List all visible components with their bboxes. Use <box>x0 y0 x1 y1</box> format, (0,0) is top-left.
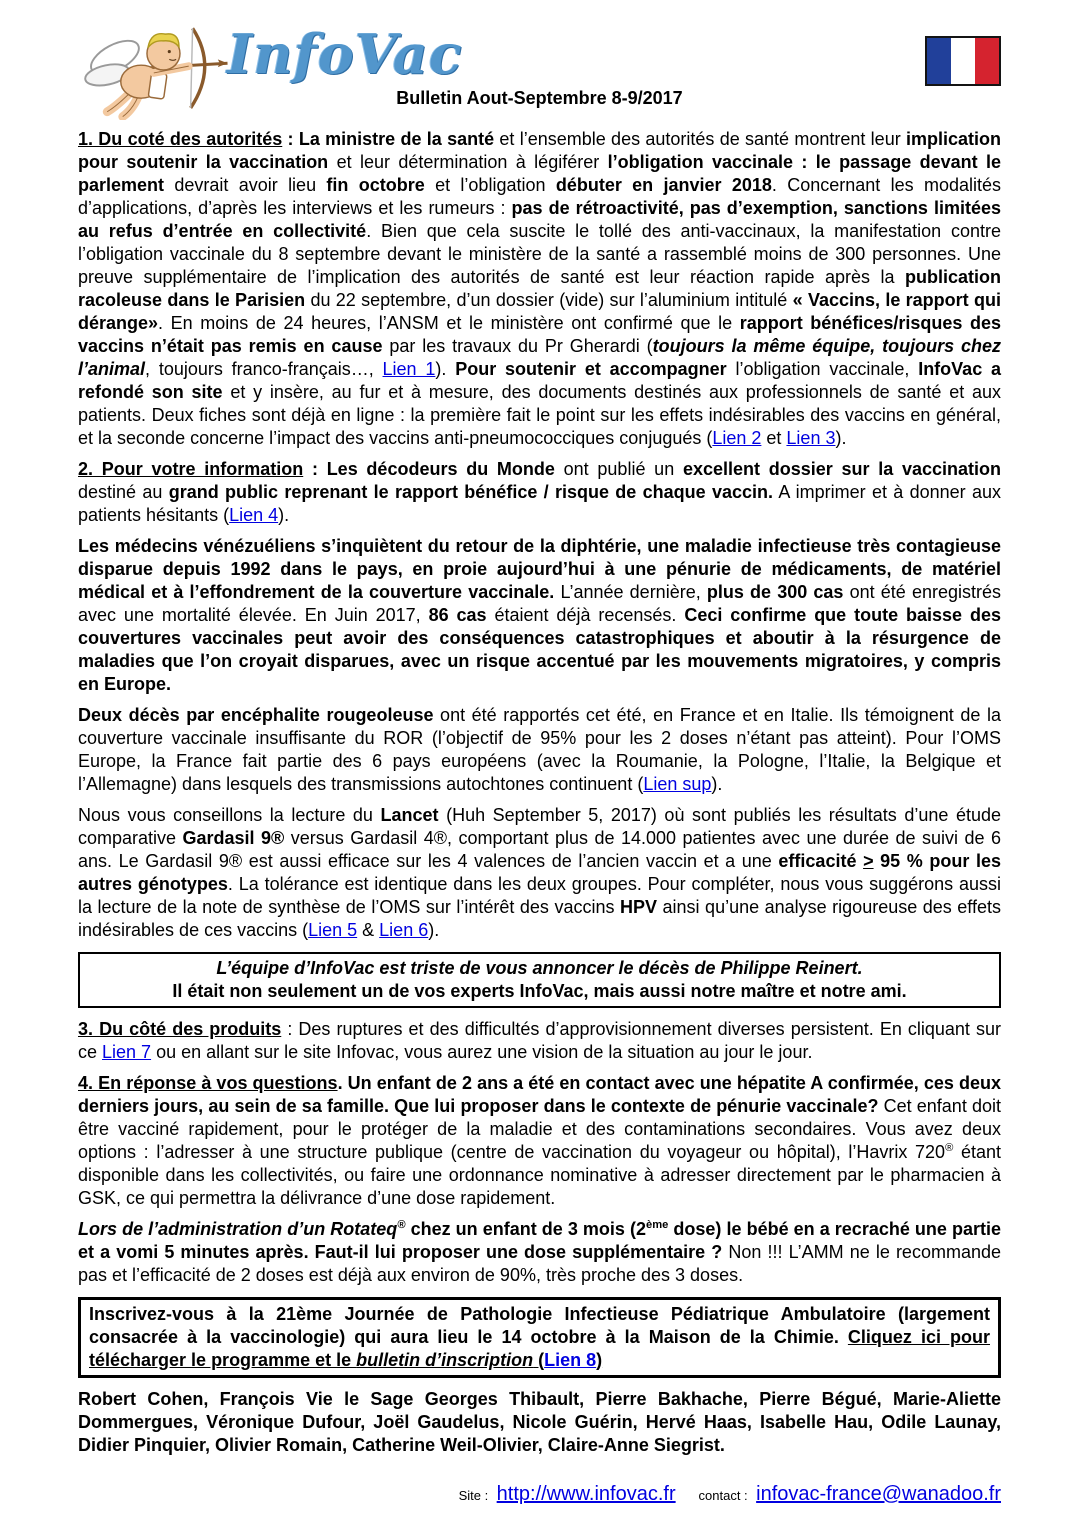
text-run: . Bien que cela suscite le tollé des anti-vaccinaux, la manifestation contre l’obligation vaccinale du 8 septembre devant le ministère de la santé a rassemblé moins de 300 personnes. Une preuve supplémentaire de l’implication des autorités de santé est leur réaction rapide après la <box>78 221 1001 287</box>
text-run: et l’obligation <box>424 175 556 195</box>
text-run: grand public reprenant le rapport bénéfice / risque de chaque vaccin. <box>168 482 773 502</box>
text-run: ). <box>835 428 847 448</box>
text-run: , toujours franco-français…, <box>145 359 383 379</box>
text-run: Inscrivez-vous à la 21ème Journée de Pathologie Infectieuse Pédiatrique Ambulatoire (largement consacrée à la vaccinologie) qui aura lieu le 14 octobre à la Maison de la Chimie. <box>89 1304 990 1347</box>
text-run: par les travaux du Pr Gherardi ( <box>382 336 653 356</box>
text-run: Gardasil 9® <box>182 828 285 848</box>
text-run: L’équipe d’InfoVac est triste de vous annoncer le décès de Philippe Reinert. <box>216 958 863 978</box>
section-4-heading: 4. En réponse à vos questions <box>78 1073 338 1093</box>
text-run: Ceci confirme que toute baisse des couvertures vaccinales peut avoir des conséquences catastrophiques et aboutir à la résurgence de maladies que l’on croyait disparues, avec un risque accentué par les mouvements migratoires, y compris en Europe. <box>78 605 1001 694</box>
text-run: ). <box>711 774 723 794</box>
flag-white-stripe <box>951 38 975 84</box>
section-3-products-paragraph <box>78 1018 1001 1064</box>
flag-red-stripe <box>975 38 999 84</box>
section-1-heading: 1. Du coté des autorités <box>78 129 283 149</box>
bulletin-title: Bulletin Aout-Septembre 8-9/2017 <box>396 88 683 108</box>
text-run: efficacité <box>778 851 864 871</box>
text-run: « Vaccins, le rapport qui dérange» <box>78 290 1001 333</box>
section-2-heading: 2. Pour votre information <box>78 459 304 479</box>
text-run: : <box>303 459 327 479</box>
lien-2-link[interactable]: Lien 2 <box>712 428 762 448</box>
jpip-registration-box <box>78 1297 1001 1378</box>
text-run: ont été rapportés cet été, en France et en Italie. Ils témoignent de la couverture vaccinale insuffisante du ROR (l’objectif de 95% pour les 2 doses n’étant pas atteint). Pour l’OMS Europe, la France fait partie des 6 pays européens (avec la Roumanie, la Pologne, l’Italie, la Belgique et l’Allemagne) dans lesquels des transmissions autochtones continuent ( <box>78 705 1001 794</box>
text-run: ). <box>278 505 290 525</box>
text-run: Non !!! L’AMM ne le recommande pas et l’efficacité de 2 doses est déjà aux environ de 90%, très proche des 3 doses. <box>78 1242 1001 1285</box>
lien-3-link[interactable]: Lien 3 <box>786 428 836 448</box>
text-run: rapport bénéfices/risques des vaccins n’était pas remis en cause <box>78 313 1001 356</box>
header <box>78 22 1001 120</box>
text-run: devrait avoir lieu <box>164 175 327 195</box>
lien-7-link[interactable]: Lien 7 <box>102 1042 152 1062</box>
text-run: ou en allant sur le site Infovac, vous aurez une vision de la situation au jour le jour. <box>151 1042 813 1062</box>
text-run: La ministre de la santé <box>298 129 495 149</box>
venezuela-diphtheria-paragraph <box>78 535 1001 696</box>
text-run: ® <box>945 1142 954 1154</box>
lien-8-link[interactable]: Lien 8 <box>544 1350 597 1370</box>
text-run: Les décodeurs du Monde <box>326 459 555 479</box>
text-run: bulletin d’inscription <box>356 1350 534 1370</box>
text-run: publication racoleuse dans le Parisien <box>78 267 1001 310</box>
section-4-questions-paragraph <box>78 1072 1001 1210</box>
text-run: Lors de l’administration d’un Rotateq <box>78 1219 398 1239</box>
text-run: ( <box>533 1350 545 1370</box>
french-flag <box>925 36 1001 86</box>
text-run: . La tolérance est identique dans les deux groupes. Pour compléter, nous vous suggérons aussi la lecture de la note de synthèse de l’OMS sur l’intérêt des vaccins <box>78 874 1002 917</box>
section-1-authorities-paragraph <box>78 128 1001 450</box>
text-run: HPV <box>619 897 657 917</box>
site-label: Site : <box>458 1488 489 1503</box>
footer <box>78 1483 1001 1506</box>
text-run: A imprimer et à donner aux patients hésitants ( <box>78 482 1001 525</box>
text-run: Nous vous conseillons la lecture du <box>78 805 381 825</box>
text-run: (Huh September 5, 2017) où sont publiés les résultats d’une étude comparative <box>78 805 1001 848</box>
text-run: chez un enfant de 3 mois (2 <box>405 1219 647 1239</box>
text-run: Cliquez ici pour télécharger le programme et le <box>89 1327 990 1370</box>
text-run: L’année dernière, <box>554 582 707 602</box>
text-run: toujours la même équipe, toujours chez l’animal <box>78 336 1002 379</box>
text-run: ). <box>428 920 440 940</box>
text-run: Lancet <box>380 805 439 825</box>
text-run: : Des ruptures et des difficultés d’approvisionnement diverses persistent. En cliquant sur ce <box>78 1019 1001 1062</box>
text-run: . En moins de 24 heures, l’ANSM et le ministère ont confirmé que le <box>158 313 740 333</box>
text-run: destiné au <box>78 482 169 502</box>
site-link[interactable]: http://www.infovac.fr <box>496 1483 676 1505</box>
text-run: et y insère, au fur et à mesure, des documents destinés aux professionnels de santé et aux patients. Deux fiches sont déjà en ligne : la première fait le point sur les effets indésirables des vaccins en général, et la seconde concerne l’impact des vaccins anti-pneumococciques conjugués ( <box>78 382 1001 448</box>
text-run: plus de 300 cas <box>706 582 844 602</box>
text-run: fin octobre <box>326 175 425 195</box>
text-run: InfoVac a refondé son site <box>78 359 1002 402</box>
lien-sup-link[interactable]: Lien sup <box>643 774 712 794</box>
text-run: > <box>863 851 874 871</box>
text-run: ème <box>646 1219 669 1231</box>
section-3-heading: 3. Du côté des produits <box>78 1019 282 1039</box>
text-run: Les médecins vénézuéliens s’inquiètent du retour de la diphtérie, une maladie infectieuse très contagieuse disparue depuis 1992 dans le pays, en proie aujourd’hui à une pénurie de médicaments, de matériel médical et à l’effondrement de la couverture vaccinale. <box>78 536 1001 602</box>
text-run: & <box>357 920 380 940</box>
text-run: étant disponible dans les collectivités, ou faire une ordonnance nominative à adresser directement par le pharmacien à GSK, ce qui permettra la délivrance d’une dose rapidement. <box>78 1142 1001 1208</box>
text-run: Robert Cohen, François Vie le Sage Georges Thibault, Pierre Bakhache, Pierre Bégué, Marie-Aliette Dommergues, Véronique Dufour, Joël Gaudelus, Nicole Guérin, Hervé Haas, Isabelle Hau, Odile Launay, Didier Pinquier, Olivier Romain, Catherine Weil-Olivier, Claire-Anne Siegrist. <box>78 1389 1001 1455</box>
contact-label: contact : <box>698 1488 748 1503</box>
lien-5-link[interactable]: Lien 5 <box>308 920 358 940</box>
lien-1-link[interactable]: Lien 1 <box>382 359 436 379</box>
lien-6-link[interactable]: Lien 6 <box>379 920 429 940</box>
lancet-gardasil-paragraph <box>78 804 1001 942</box>
text-run: Cet enfant doit être vacciné rapidement, pour le protéger de la maladie et des contaminations secondaires. Vous avez deux options : l’adresser à une structure publique (centre de vaccination du voyageur ou hôpital), l’Havrix 720 <box>78 1096 1001 1162</box>
text-run: et l’ensemble des autorités de santé montrent leur <box>494 129 906 149</box>
text-run: 95 % pour les autres génotypes <box>78 851 1001 894</box>
text-run: pas de rétroactivité, pas d’exemption, sanctions limitées au refus d’entrée en collectivité <box>78 198 1001 241</box>
flag-blue-stripe <box>927 38 951 84</box>
text-run: : <box>282 129 299 149</box>
rotateq-question-paragraph <box>78 1218 1001 1287</box>
text-run: Deux décès par encéphalite rougeoleuse <box>78 705 434 725</box>
text-run: ont été enregistrés avec une mortalité élevée. En Juin 2017, <box>78 582 1001 625</box>
text-run: dose) le bébé en a recraché une partie et a vomi 5 minutes après. Faut-il lui proposer une dose supplémentaire ? <box>78 1219 1001 1262</box>
text-run: excellent dossier sur la vaccination <box>682 459 1001 479</box>
text-run: l’obligation vaccinale : le passage devant le parlement <box>78 152 1001 195</box>
text-run: ) <box>596 1350 603 1370</box>
text-run: . Concernant les modalités d’applications, d’après les interviews et les rumeurs : <box>78 175 1002 218</box>
text-run: . <box>337 1073 348 1093</box>
text-run: ont publié un <box>554 459 683 479</box>
text-run: ainsi qu’une analyse rigoureuse des effets indésirables de ces vaccins ( <box>78 897 1001 940</box>
lien-4-link[interactable]: Lien 4 <box>229 505 279 525</box>
signature-paragraph <box>78 1388 1001 1457</box>
text-run: versus Gardasil 4®, comportant plus de 14.000 patientes avec une durée de suivi de 6 ans. Le Gardasil 9® est aussi efficace sur les 4 valences de l’ancien vaccin et a une <box>78 828 1001 871</box>
text-run: ). <box>435 359 456 379</box>
text-run: implication pour soutenir la vaccination <box>78 129 1002 172</box>
text-run: l’obligation vaccinale, <box>726 359 919 379</box>
text-run: 86 cas <box>428 605 487 625</box>
text-run: débuter en janvier 2018 <box>555 175 772 195</box>
logo-wordmark: InfoVac <box>227 22 463 86</box>
text-run: et leur détermination à légiférer <box>328 152 608 172</box>
text-run: Un enfant de 2 ans a été en contact avec une hépatite A confirmée, ces deux derniers jours, au sein de sa famille. Que lui proposer dans le contexte de pénurie vaccinale? <box>78 1073 1001 1116</box>
text-run: ® <box>397 1219 406 1231</box>
text-run: Pour soutenir et accompagner <box>455 359 727 379</box>
contact-link[interactable]: infovac-france@wanadoo.fr <box>756 1483 1001 1505</box>
bulletin-body <box>78 128 1001 1457</box>
section-2-information-paragraph <box>78 458 1001 527</box>
text-run: du 22 septembre, d’un dossier (vide) sur l’aluminium intitulé <box>305 290 793 310</box>
obituary-box <box>78 952 1001 1008</box>
text-run: Il était non seulement un de vos experts InfoVac, mais aussi notre maître et notre ami. <box>172 981 907 1001</box>
measles-encephalitis-paragraph <box>78 704 1001 796</box>
text-run: et <box>761 428 787 448</box>
text-run: étaient déjà recensés. <box>486 605 685 625</box>
